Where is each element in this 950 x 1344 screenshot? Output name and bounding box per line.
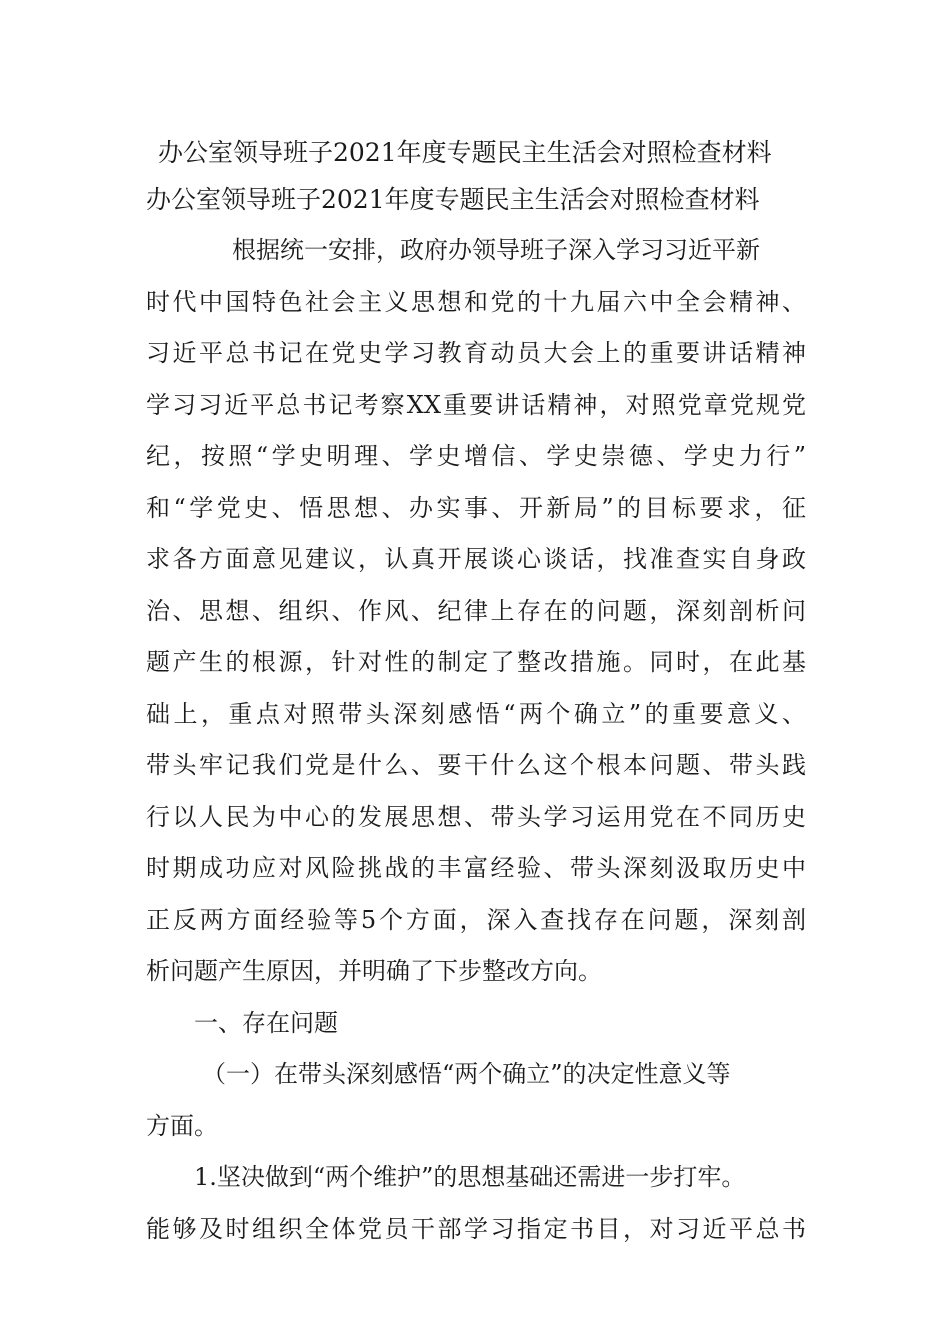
paragraph-line: 治、思想、组织、作风、纪律上存在的问题，深刻剖析问: [146, 596, 806, 625]
paragraph-line: 题产生的根源，针对性的制定了整改措施。同时，在此基: [146, 648, 806, 676]
paragraph-line: 纪，按照“学史明理、学史增信、学史崇德、学史力行”: [146, 442, 806, 470]
paragraph-line: 础上，重点对照带头深刻感悟“两个确立”的重要意义、: [146, 699, 806, 728]
document-body: [146, 232, 806, 1262]
paragraph-line: 习近平总书记在党史学习教育动员大会上的重要讲话精神: [146, 339, 806, 367]
subsection-heading-continued: 方面。: [146, 1111, 218, 1140]
paragraph-line: 和“学党史、悟思想、办实事、开新局”的目标要求，征: [146, 493, 806, 522]
paragraph-line: 求各方面意见建议，认真开展谈心谈话，找准查实自身政: [146, 545, 806, 573]
document-title-repeat: 办公室领导班子2021年度专题民主生活会对照检查材料: [146, 185, 760, 214]
paragraph-line: 行以人民为中心的发展思想、带头学习运用党在不同历史: [146, 802, 806, 831]
section-heading: 一、存在问题: [194, 1008, 338, 1037]
document-title: 办公室领导班子2021年度专题民主生活会对照检查材料: [158, 138, 772, 167]
paragraph-line: 学习习近平总书记考察XX重要讲话精神，对照党章党规党: [146, 390, 806, 419]
paragraph-line: 正反两方面经验等5个方面，深入查找存在问题，深刻剖: [146, 905, 806, 934]
paragraph-line: 时期成功应对风险挑战的丰富经验、带头深刻汲取历史中: [146, 854, 806, 882]
item-heading: 1.坚决做到“两个维护”的思想基础还需进一步打牢。: [194, 1163, 746, 1191]
paragraph-line: 根据统一安排，政府办领导班子深入学习习近平新: [232, 236, 760, 264]
paragraph-line: 析问题产生原因，并明确了下步整改方向。: [146, 957, 602, 985]
paragraph-line: 能够及时组织全体党员干部学习指定书目，对习近平总书: [146, 1214, 806, 1243]
paragraph-line: 带头牢记我们党是什么、要干什么这个根本问题、带头践: [146, 751, 806, 779]
subsection-heading: （一）在带头深刻感悟“两个确立”的决定性意义等: [202, 1060, 731, 1088]
paragraph-line: 时代中国特色社会主义思想和党的十九届六中全会精神、: [146, 287, 806, 316]
